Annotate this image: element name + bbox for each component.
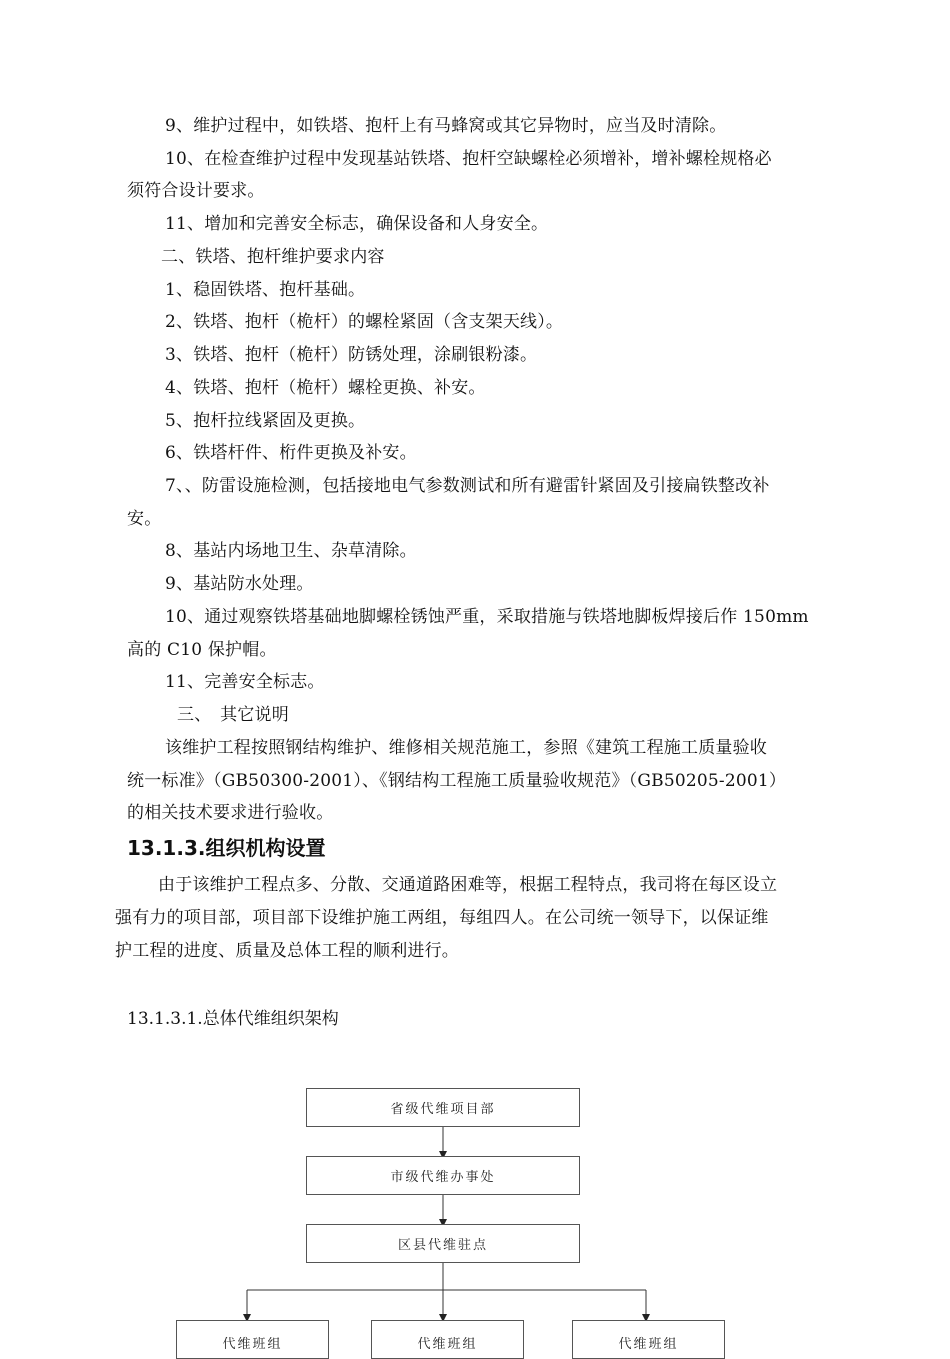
requirement-item-5: 5、抱杆拉线紧固及更换。 [165,411,366,431]
requirement-item-2: 2、铁塔、抱杆（桅杆）的螺栓紧固（含支架天线）。 [165,312,564,332]
section-body-line3: 护工程的进度、质量及总体工程的顺利进行。 [115,941,459,961]
other-notes-line2: 统一标准》（GB50300-2001）、《钢结构工程施工质量验收规范》（GB50205-2001） [127,771,787,791]
paragraph-item-9: 9、维护过程中，如铁塔、抱杆上有马蜂窝或其它异物时，应当及时清除。 [165,116,727,136]
requirement-item-6: 6、铁塔杆件、桁件更换及补安。 [165,443,417,463]
requirement-item-9: 9、基站防水处理。 [165,574,314,594]
requirement-item-3: 3、铁塔、抱杆（桅杆）防锈处理，涂刷银粉漆。 [165,345,538,365]
section-body-line2: 强有力的项目部，项目部下设维护施工两组，每组四人。在公司统一领导下，以保证维 [115,908,769,928]
paragraph-item-10-line1: 10、在检查维护过程中发现基站铁塔、抱杆空缺螺栓必须增补，增补螺栓规格必 [165,149,772,169]
requirement-item-8: 8、基站内场地卫生、杂草清除。 [165,541,417,561]
org-box-county: 区县代维驻点 [306,1224,580,1263]
requirement-item-11: 11、完善安全标志。 [165,672,325,692]
section-body-line1: 由于该维护工程点多、分散、交通道路困难等，根据工程特点，我司将在每区设立 [158,875,778,895]
org-box-city: 市级代维办事处 [306,1156,580,1195]
requirement-item-7-line2: 安。 [127,509,162,529]
requirement-item-4: 4、铁塔、抱杆（桅杆）螺栓更换、补安。 [165,378,486,398]
requirement-item-7-line1: 7、、防雷设施检测，包括接地电气参数测试和所有避雷针紧固及引接扁铁整改补 [165,476,770,496]
org-box-team-2: 代维班组 [371,1320,524,1359]
subsection-heading: 13.1.3.1.总体代维组织架构 [127,1009,339,1029]
section-heading: 13.1.3.组织机构设置 [127,836,326,860]
org-box-team-1: 代维班组 [176,1320,329,1359]
other-notes-line3: 的相关技术要求进行验收。 [127,803,334,823]
paragraph-item-10-line2: 须符合设计要求。 [127,181,265,201]
org-box-team-3: 代维班组 [572,1320,725,1359]
section-two-title: 二、铁塔、抱杆维护要求内容 [161,247,385,267]
section-three-title: 三、 其它说明 [177,705,289,725]
paragraph-item-11: 11、增加和完善安全标志，确保设备和人身安全。 [165,214,549,234]
requirement-item-1: 1、稳固铁塔、抱杆基础。 [165,280,366,300]
other-notes-line1: 该维护工程按照钢结构维护、维修相关规范施工，参照《建筑工程施工质量验收 [165,738,767,758]
requirement-item-10-line1: 10、通过观察铁塔基础地脚螺栓锈蚀严重，采取措施与铁塔地脚板焊接后作 150mm [165,607,809,627]
requirement-item-10-line2: 高的 C10 保护帽。 [127,640,277,660]
org-box-provincial: 省级代维项目部 [306,1088,580,1127]
